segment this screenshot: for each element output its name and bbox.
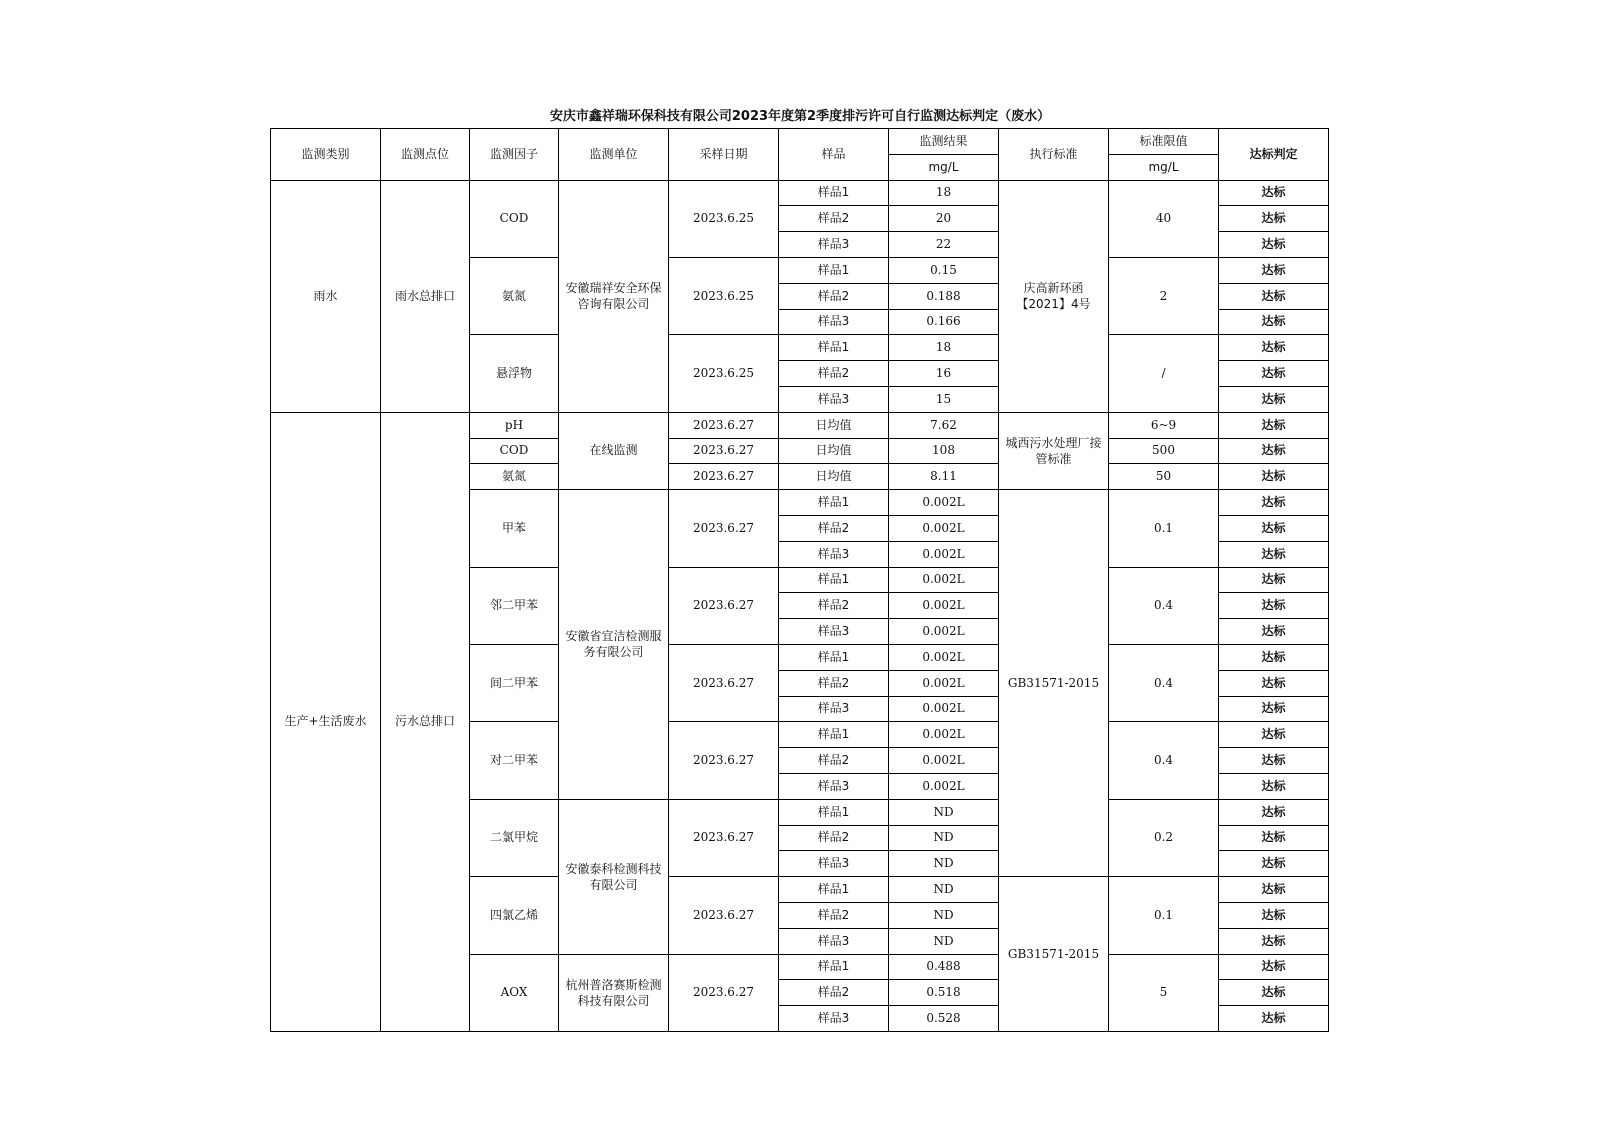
sample-cell: 样品1 xyxy=(779,567,889,593)
point-cell: 雨水总排口 xyxy=(381,180,470,412)
header-result: 监测结果 xyxy=(889,129,999,155)
factor-cell: COD xyxy=(470,438,559,464)
verdict-cell: 达标 xyxy=(1219,283,1329,309)
date-cell: 2023.6.25 xyxy=(669,257,779,334)
verdict-cell: 达标 xyxy=(1219,515,1329,541)
limit-cell: 0.4 xyxy=(1109,644,1219,721)
result-cell: 0.002L xyxy=(889,515,999,541)
sample-cell: 样品2 xyxy=(779,515,889,541)
verdict-cell: 达标 xyxy=(1219,438,1329,464)
sample-cell: 样品1 xyxy=(779,257,889,283)
result-cell: ND xyxy=(889,825,999,851)
date-cell: 2023.6.27 xyxy=(669,644,779,721)
result-cell: 0.002L xyxy=(889,748,999,774)
factor-cell: AOX xyxy=(470,954,559,1031)
verdict-cell: 达标 xyxy=(1219,748,1329,774)
sample-cell: 样品2 xyxy=(779,670,889,696)
result-cell: 0.528 xyxy=(889,1006,999,1032)
header-unit-org: 监测单位 xyxy=(559,129,669,181)
sample-cell: 日均值 xyxy=(779,438,889,464)
sample-cell: 样品1 xyxy=(779,335,889,361)
verdict-cell: 达标 xyxy=(1219,954,1329,980)
verdict-cell: 达标 xyxy=(1219,386,1329,412)
result-cell: 0.002L xyxy=(889,490,999,516)
verdict-cell: 达标 xyxy=(1219,980,1329,1006)
factor-cell: pH xyxy=(470,412,559,438)
standard-cell: 城西污水处理厂接管标准 xyxy=(999,412,1109,489)
result-cell: ND xyxy=(889,877,999,903)
limit-cell: 0.1 xyxy=(1109,490,1219,567)
sample-cell: 样品1 xyxy=(779,954,889,980)
result-cell: 7.62 xyxy=(889,412,999,438)
org-cell: 安徽泰科检测科技有限公司 xyxy=(559,799,669,954)
sample-cell: 样品3 xyxy=(779,696,889,722)
result-cell: 0.002L xyxy=(889,593,999,619)
sample-cell: 样品1 xyxy=(779,799,889,825)
date-cell: 2023.6.27 xyxy=(669,799,779,876)
result-cell: 18 xyxy=(889,335,999,361)
monitoring-table xyxy=(270,128,1329,1032)
result-cell: 20 xyxy=(889,206,999,232)
sample-cell: 样品3 xyxy=(779,309,889,335)
verdict-cell: 达标 xyxy=(1219,928,1329,954)
header-row xyxy=(271,129,1329,155)
sample-cell: 样品3 xyxy=(779,541,889,567)
result-cell: ND xyxy=(889,902,999,928)
verdict-cell: 达标 xyxy=(1219,309,1329,335)
verdict-cell: 达标 xyxy=(1219,619,1329,645)
result-cell: ND xyxy=(889,928,999,954)
sample-cell: 样品3 xyxy=(779,928,889,954)
date-cell: 2023.6.27 xyxy=(669,438,779,464)
header-standard: 执行标准 xyxy=(999,129,1109,181)
point-cell: 污水总排口 xyxy=(381,412,470,1031)
result-cell: 0.002L xyxy=(889,644,999,670)
limit-cell: 6~9 xyxy=(1109,412,1219,438)
date-cell: 2023.6.27 xyxy=(669,464,779,490)
verdict-cell: 达标 xyxy=(1219,696,1329,722)
factor-cell: 悬浮物 xyxy=(470,335,559,412)
sample-cell: 样品1 xyxy=(779,180,889,206)
header-factor: 监测因子 xyxy=(470,129,559,181)
standard-cell: GB31571-2015 xyxy=(999,490,1109,877)
sample-cell: 日均值 xyxy=(779,412,889,438)
table-row xyxy=(271,180,1329,206)
limit-cell: 0.4 xyxy=(1109,722,1219,799)
limit-cell: 0.1 xyxy=(1109,877,1219,954)
header-verdict: 达标判定 xyxy=(1219,129,1329,181)
sample-cell: 样品1 xyxy=(779,877,889,903)
result-cell: 0.002L xyxy=(889,541,999,567)
result-cell: 0.002L xyxy=(889,773,999,799)
sample-cell: 样品1 xyxy=(779,490,889,516)
sample-cell: 样品2 xyxy=(779,593,889,619)
factor-cell: 甲苯 xyxy=(470,490,559,567)
sample-cell: 样品3 xyxy=(779,386,889,412)
verdict-cell: 达标 xyxy=(1219,825,1329,851)
verdict-cell: 达标 xyxy=(1219,799,1329,825)
factor-cell: 对二甲苯 xyxy=(470,722,559,799)
date-cell: 2023.6.27 xyxy=(669,954,779,1031)
header-category: 监测类别 xyxy=(271,129,381,181)
sample-cell: 样品3 xyxy=(779,851,889,877)
verdict-cell: 达标 xyxy=(1219,257,1329,283)
result-cell: 0.488 xyxy=(889,954,999,980)
result-cell: ND xyxy=(889,851,999,877)
sample-cell: 样品2 xyxy=(779,980,889,1006)
result-cell: 0.002L xyxy=(889,696,999,722)
header-result-unit: mg/L xyxy=(889,154,999,180)
verdict-cell: 达标 xyxy=(1219,232,1329,258)
result-cell: ND xyxy=(889,799,999,825)
sample-cell: 样品1 xyxy=(779,644,889,670)
result-cell: 0.002L xyxy=(889,567,999,593)
result-cell: 0.15 xyxy=(889,257,999,283)
verdict-cell: 达标 xyxy=(1219,412,1329,438)
verdict-cell: 达标 xyxy=(1219,593,1329,619)
verdict-cell: 达标 xyxy=(1219,722,1329,748)
factor-cell: 二氯甲烷 xyxy=(470,799,559,876)
limit-cell: 40 xyxy=(1109,180,1219,257)
sample-cell: 样品1 xyxy=(779,722,889,748)
factor-cell: 氨氮 xyxy=(470,257,559,334)
sample-cell: 样品3 xyxy=(779,773,889,799)
header-point: 监测点位 xyxy=(381,129,470,181)
date-cell: 2023.6.27 xyxy=(669,722,779,799)
sample-cell: 日均值 xyxy=(779,464,889,490)
verdict-cell: 达标 xyxy=(1219,670,1329,696)
limit-cell: 5 xyxy=(1109,954,1219,1031)
result-cell: 18 xyxy=(889,180,999,206)
result-cell: 16 xyxy=(889,361,999,387)
factor-cell: 四氯乙烯 xyxy=(470,877,559,954)
limit-cell: 500 xyxy=(1109,438,1219,464)
org-cell: 安徽省宜洁检测服务有限公司 xyxy=(559,490,669,800)
result-cell: 0.002L xyxy=(889,619,999,645)
date-cell: 2023.6.27 xyxy=(669,877,779,954)
date-cell: 2023.6.27 xyxy=(669,567,779,644)
verdict-cell: 达标 xyxy=(1219,490,1329,516)
result-cell: 15 xyxy=(889,386,999,412)
factor-cell: 邻二甲苯 xyxy=(470,567,559,644)
date-cell: 2023.6.27 xyxy=(669,490,779,567)
verdict-cell: 达标 xyxy=(1219,361,1329,387)
header-limit: 标准限值 xyxy=(1109,129,1219,155)
result-cell: 0.166 xyxy=(889,309,999,335)
category-cell: 雨水 xyxy=(271,180,381,412)
factor-cell: 间二甲苯 xyxy=(470,644,559,721)
result-cell: 8.11 xyxy=(889,464,999,490)
standard-cell: 庆高新环函【2021】4号 xyxy=(999,180,1109,412)
result-cell: 0.002L xyxy=(889,670,999,696)
sample-cell: 样品3 xyxy=(779,232,889,258)
limit-cell: 2 xyxy=(1109,257,1219,334)
verdict-cell: 达标 xyxy=(1219,335,1329,361)
verdict-cell: 达标 xyxy=(1219,464,1329,490)
header-date: 采样日期 xyxy=(669,129,779,181)
result-cell: 0.518 xyxy=(889,980,999,1006)
org-cell: 安徽瑞祥安全环保咨询有限公司 xyxy=(559,180,669,412)
category-cell: 生产+生活废水 xyxy=(271,412,381,1031)
date-cell: 2023.6.25 xyxy=(669,180,779,257)
verdict-cell: 达标 xyxy=(1219,206,1329,232)
sample-cell: 样品2 xyxy=(779,825,889,851)
limit-cell: 50 xyxy=(1109,464,1219,490)
sample-cell: 样品3 xyxy=(779,1006,889,1032)
verdict-cell: 达标 xyxy=(1219,851,1329,877)
verdict-cell: 达标 xyxy=(1219,567,1329,593)
result-cell: 22 xyxy=(889,232,999,258)
org-cell: 杭州普洛赛斯检测科技有限公司 xyxy=(559,954,669,1031)
verdict-cell: 达标 xyxy=(1219,773,1329,799)
verdict-cell: 达标 xyxy=(1219,902,1329,928)
sample-cell: 样品2 xyxy=(779,206,889,232)
header-limit-unit: mg/L xyxy=(1109,154,1219,180)
limit-cell: 0.4 xyxy=(1109,567,1219,644)
limit-cell: / xyxy=(1109,335,1219,412)
result-cell: 0.188 xyxy=(889,283,999,309)
org-cell: 在线监测 xyxy=(559,412,669,489)
date-cell: 2023.6.25 xyxy=(669,335,779,412)
sample-cell: 样品3 xyxy=(779,619,889,645)
result-cell: 108 xyxy=(889,438,999,464)
standard-cell: GB31571-2015 xyxy=(999,877,1109,1032)
verdict-cell: 达标 xyxy=(1219,877,1329,903)
document-title: 安庆市鑫祥瑞环保科技有限公司2023年度第2季度排污许可自行监测达标判定（废水） xyxy=(549,109,1051,124)
sample-cell: 样品2 xyxy=(779,283,889,309)
factor-cell: 氨氮 xyxy=(470,464,559,490)
header-sample: 样品 xyxy=(779,129,889,181)
verdict-cell: 达标 xyxy=(1219,1006,1329,1032)
factor-cell: COD xyxy=(470,180,559,257)
verdict-cell: 达标 xyxy=(1219,180,1329,206)
limit-cell: 0.2 xyxy=(1109,799,1219,876)
verdict-cell: 达标 xyxy=(1219,541,1329,567)
verdict-cell: 达标 xyxy=(1219,644,1329,670)
sample-cell: 样品2 xyxy=(779,361,889,387)
result-cell: 0.002L xyxy=(889,722,999,748)
date-cell: 2023.6.27 xyxy=(669,412,779,438)
sample-cell: 样品2 xyxy=(779,748,889,774)
table-row xyxy=(271,412,1329,438)
sample-cell: 样品2 xyxy=(779,902,889,928)
